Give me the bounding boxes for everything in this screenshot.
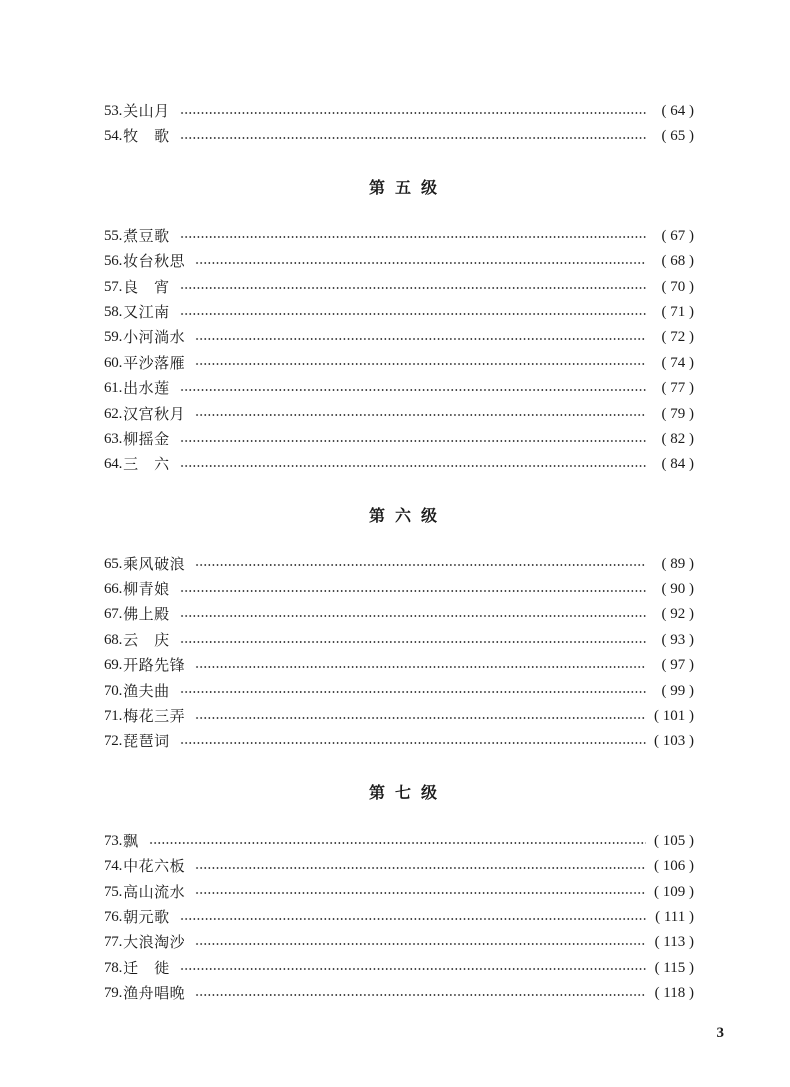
entry-page-number: ( 64 ) <box>661 103 694 119</box>
entry-page-number: ( 68 ) <box>661 253 694 270</box>
toc-entry[interactable] <box>104 124 694 149</box>
toc-entry[interactable] <box>104 628 694 653</box>
entry-title: 出水莲 <box>123 379 170 398</box>
entry-page-number: ( 90 ) <box>661 581 694 598</box>
entry-title: 渔舟唱晚 <box>123 984 186 1003</box>
table-of-contents <box>104 99 694 1007</box>
toc-entry[interactable] <box>104 351 694 376</box>
dot-leader <box>195 867 646 869</box>
dot-leader <box>195 363 646 365</box>
entry-number: 53. <box>104 103 123 119</box>
toc-entry[interactable] <box>104 325 694 350</box>
entry-title: 中花六板 <box>123 857 186 876</box>
entry-number: 77. <box>104 934 123 951</box>
section-heading: 第六级 <box>368 505 447 525</box>
entry-number: 61. <box>104 380 123 397</box>
entry-page-number: ( 89 ) <box>661 555 694 572</box>
entry-title: 平沙落雁 <box>123 353 186 372</box>
dot-leader <box>195 564 646 566</box>
entry-page-number: ( 92 ) <box>661 606 694 623</box>
entry-number: 74. <box>104 858 123 875</box>
entry-number: 58. <box>104 303 123 320</box>
toc-entry[interactable] <box>104 427 694 452</box>
dot-leader <box>180 691 646 693</box>
dot-leader <box>149 842 646 844</box>
dot-leader <box>180 112 646 114</box>
entry-number: 72. <box>104 733 123 750</box>
entry-title: 佛上殿 <box>123 605 170 624</box>
entry-number: 66. <box>104 581 123 598</box>
entry-title: 渔夫曲 <box>123 681 170 700</box>
entry-number: 79. <box>104 985 123 1002</box>
dot-leader <box>180 742 646 744</box>
section-heading: 第七级 <box>368 782 447 802</box>
entry-number: 71. <box>104 708 123 725</box>
toc-entry[interactable] <box>104 729 694 754</box>
entry-page-number: ( 101 ) <box>654 708 694 725</box>
dot-leader <box>180 918 646 920</box>
toc-entry[interactable] <box>104 602 694 627</box>
dot-leader <box>195 892 646 894</box>
entry-page-number: ( 74 ) <box>661 354 694 371</box>
dot-leader <box>180 137 646 139</box>
entry-number: 62. <box>104 405 123 422</box>
entry-page-number: ( 109 ) <box>654 883 694 900</box>
entry-title: 乘风破浪 <box>123 554 186 573</box>
dot-leader <box>195 717 646 719</box>
entry-title: 梅花三弄 <box>123 707 186 726</box>
entry-page-number: ( 113 ) <box>654 934 694 951</box>
toc-entry[interactable] <box>104 99 694 124</box>
dot-leader <box>180 389 646 391</box>
dot-leader <box>195 414 646 416</box>
entry-title: 又江南 <box>123 302 170 321</box>
entry-page-number: ( 111 ) <box>655 908 694 925</box>
entry-page-number: ( 72 ) <box>661 329 694 346</box>
toc-entry[interactable] <box>104 854 694 879</box>
entry-number: 55. <box>104 227 123 244</box>
entry-number: 69. <box>104 657 123 674</box>
dot-leader <box>180 590 646 592</box>
entry-title: 开路先锋 <box>123 656 186 675</box>
toc-entry[interactable] <box>104 704 694 729</box>
toc-entry[interactable] <box>104 679 694 704</box>
entry-page-number: ( 103 ) <box>654 733 694 750</box>
dot-leader <box>180 313 646 315</box>
dot-leader <box>195 262 646 264</box>
entry-page-number: ( 77 ) <box>661 380 694 397</box>
entry-page-number: ( 70 ) <box>661 278 694 295</box>
entry-number: 56. <box>104 253 123 270</box>
toc-entry[interactable] <box>104 300 694 325</box>
entry-number: 70. <box>104 682 123 699</box>
entry-page-number: ( 84 ) <box>661 456 694 473</box>
toc-entry[interactable] <box>104 275 694 300</box>
entry-title: 琵琶词 <box>123 732 170 751</box>
entry-title: 高山流水 <box>123 882 186 901</box>
toc-entry[interactable] <box>104 402 694 427</box>
entry-page-number: ( 106 ) <box>654 858 694 875</box>
entry-title: 云 庆 <box>123 630 170 649</box>
page-number: 3 <box>716 1025 724 1041</box>
entry-title: 煮豆歌 <box>123 226 170 245</box>
entry-title: 柳青娘 <box>123 580 170 599</box>
toc-entry[interactable] <box>104 224 694 249</box>
dot-leader <box>180 465 646 467</box>
dot-leader <box>195 943 646 945</box>
dot-leader <box>180 615 646 617</box>
entry-title: 关山月 <box>123 102 170 120</box>
dot-leader <box>195 338 646 340</box>
toc-entry[interactable] <box>104 905 694 930</box>
entry-number: 73. <box>104 832 123 849</box>
entry-number: 68. <box>104 631 123 648</box>
toc-entry[interactable] <box>104 452 694 477</box>
entry-page-number: ( 99 ) <box>661 682 694 699</box>
entry-title: 飘 <box>123 831 139 850</box>
toc-entry[interactable] <box>104 829 694 854</box>
dot-leader <box>180 236 646 238</box>
entry-number: 54. <box>104 128 123 145</box>
entry-page-number: ( 79 ) <box>661 405 694 422</box>
entry-title: 小河淌水 <box>123 328 186 347</box>
entry-number: 63. <box>104 430 123 447</box>
entry-page-number: ( 97 ) <box>661 657 694 674</box>
dot-leader <box>180 641 646 643</box>
entry-number: 64. <box>104 456 123 473</box>
section-heading: 第五级 <box>368 177 447 197</box>
entry-page-number: ( 71 ) <box>661 303 694 320</box>
toc-entry[interactable] <box>104 552 694 577</box>
entry-page-number: ( 115 ) <box>654 959 694 976</box>
entry-page-number: ( 67 ) <box>661 227 694 244</box>
entry-number: 78. <box>104 959 123 976</box>
toc-entry[interactable] <box>104 956 694 981</box>
entry-number: 75. <box>104 883 123 900</box>
entry-page-number: ( 118 ) <box>654 985 694 1002</box>
toc-entry[interactable] <box>104 577 694 602</box>
dot-leader <box>195 994 646 996</box>
entry-number: 59. <box>104 329 123 346</box>
entry-page-number: ( 105 ) <box>654 832 694 849</box>
entry-page-number: ( 82 ) <box>661 430 694 447</box>
toc-entry[interactable] <box>104 930 694 955</box>
toc-entry[interactable] <box>104 981 694 1006</box>
entry-title: 柳摇金 <box>123 429 170 448</box>
entry-number: 65. <box>104 555 123 572</box>
entry-title: 迁 徙 <box>123 958 170 977</box>
toc-entry[interactable] <box>104 653 694 678</box>
entry-number: 67. <box>104 606 123 623</box>
entry-number: 60. <box>104 354 123 371</box>
toc-entry[interactable] <box>104 880 694 905</box>
dot-leader <box>180 440 646 442</box>
dot-leader <box>180 287 646 289</box>
entry-title: 汉宫秋月 <box>123 404 186 423</box>
entry-title: 三 六 <box>123 455 170 474</box>
entry-page-number: ( 65 ) <box>661 128 694 145</box>
dot-leader <box>195 666 646 668</box>
toc-entry[interactable] <box>104 249 694 274</box>
entry-title: 良 宵 <box>123 277 170 296</box>
entry-title: 朝元歌 <box>123 907 170 926</box>
entry-title: 牧 歌 <box>123 127 170 146</box>
dot-leader <box>180 968 646 970</box>
toc-entry[interactable] <box>104 376 694 401</box>
entry-number: 57. <box>104 278 123 295</box>
entry-page-number: ( 93 ) <box>661 631 694 648</box>
entry-number: 76. <box>104 908 123 925</box>
entry-title: 妆台秋思 <box>123 252 186 271</box>
entry-title: 大浪淘沙 <box>123 933 186 952</box>
